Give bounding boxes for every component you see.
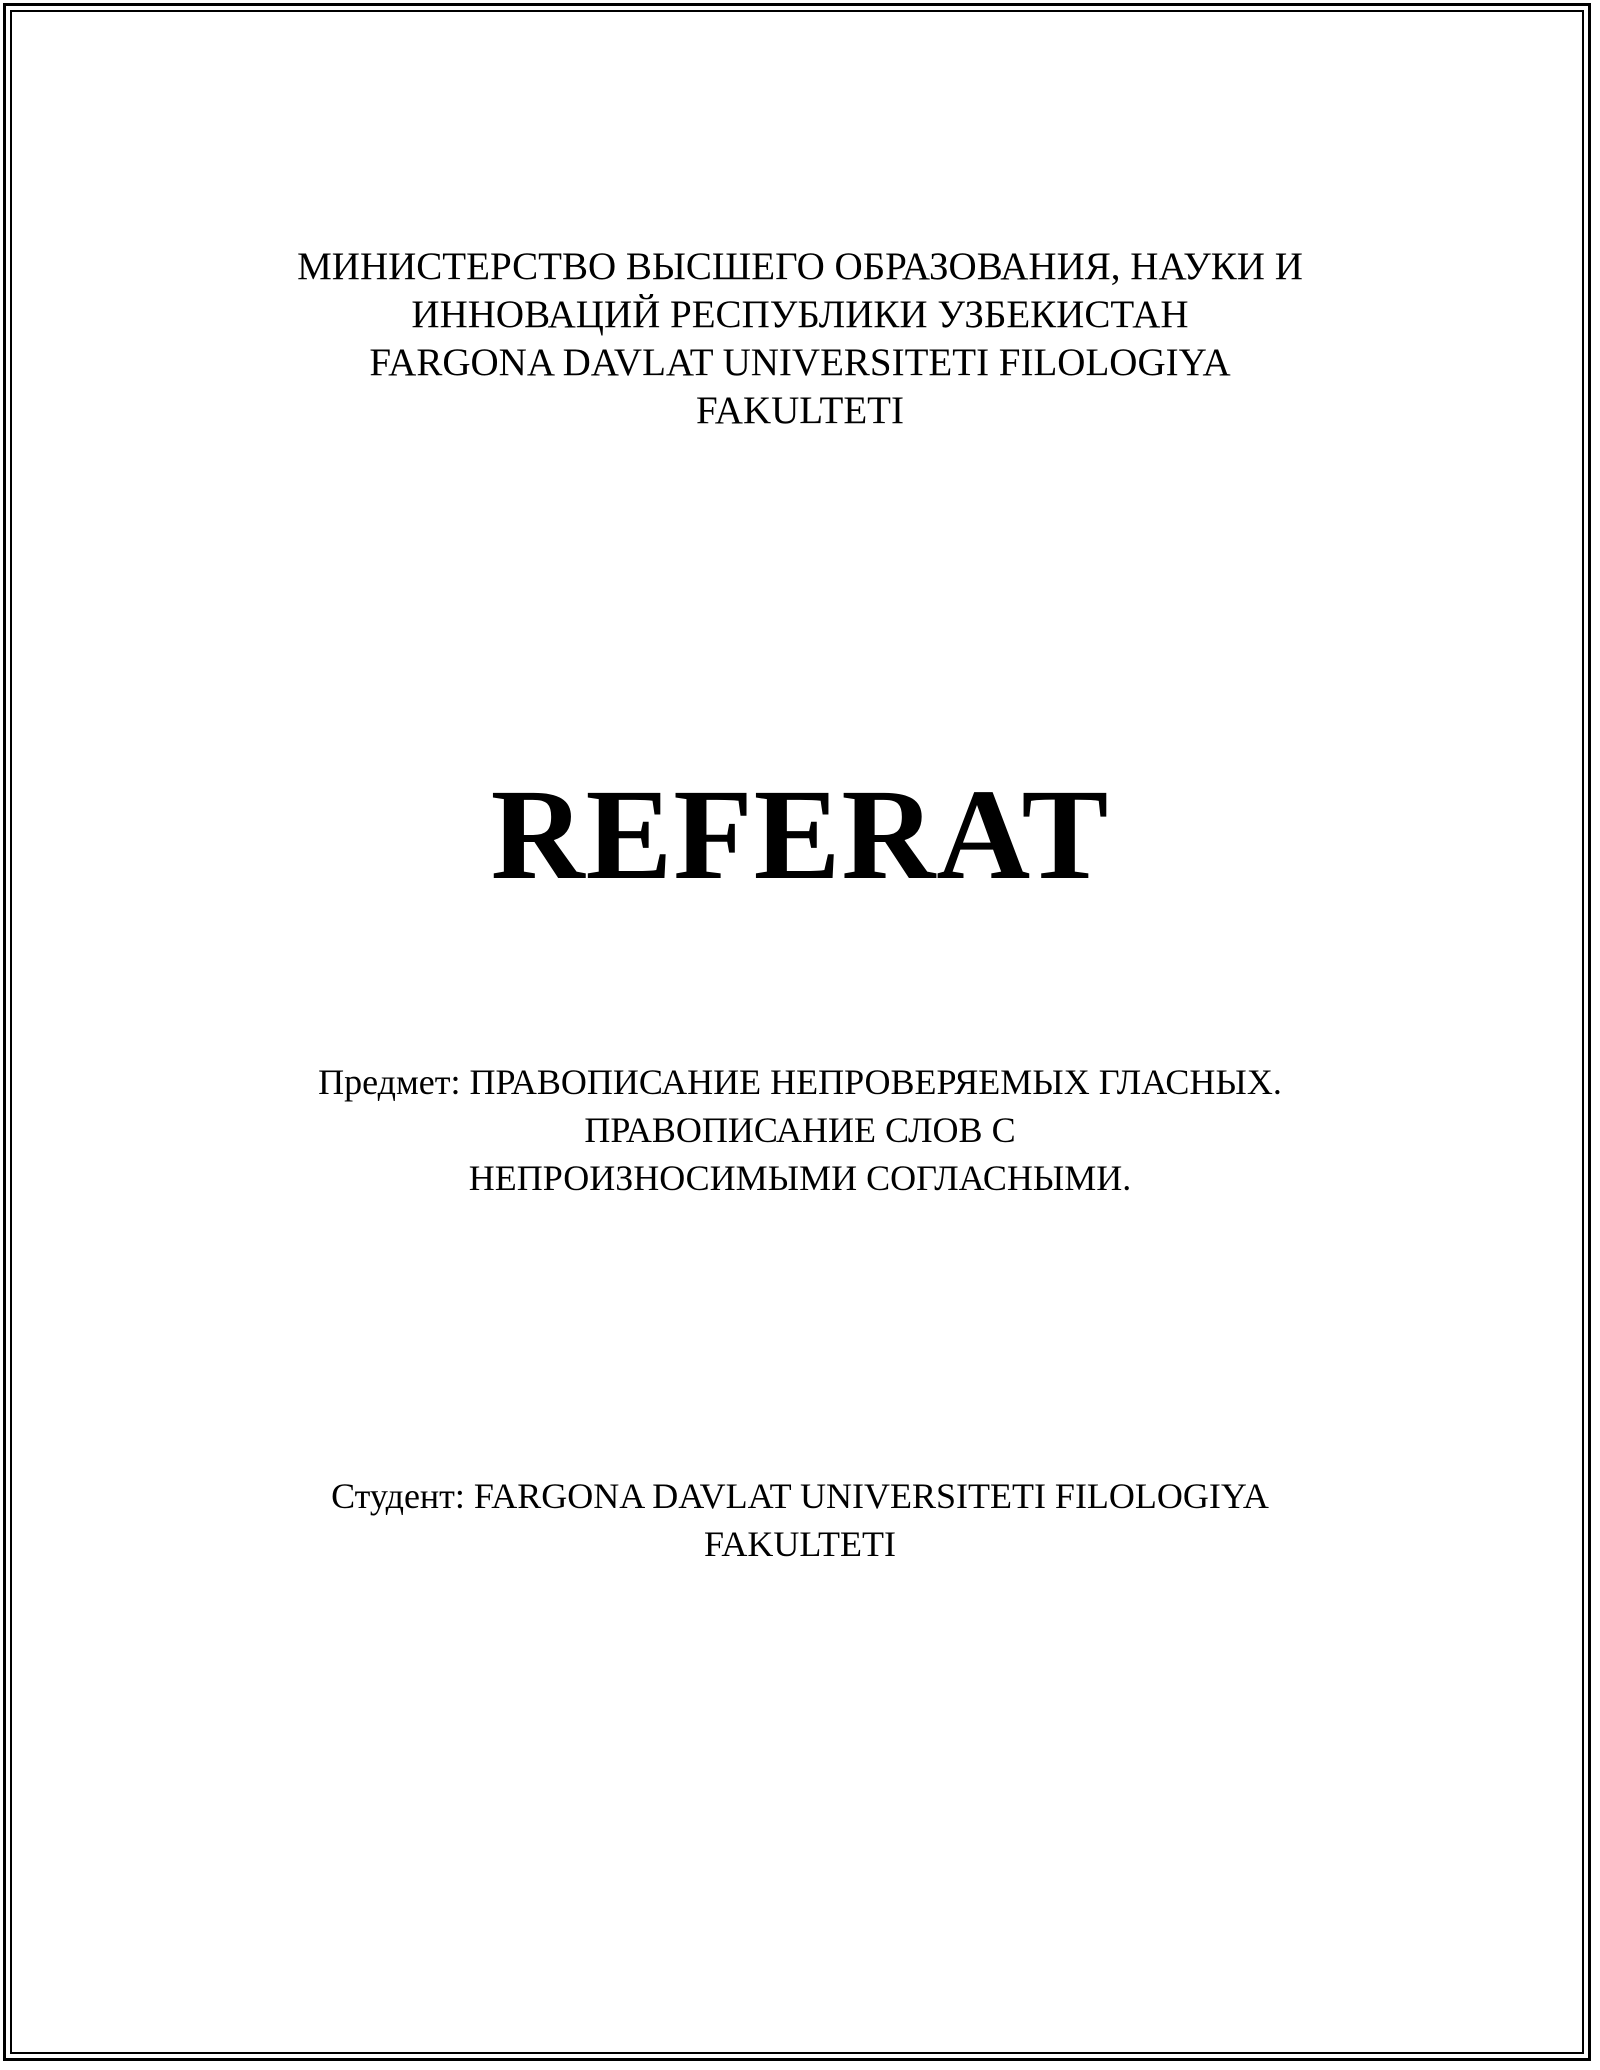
student-line-1: Студент: FARGONA DAVLAT UNIVERSITETI FILOLOGIYA	[331, 1476, 1269, 1516]
student-block	[0, 1472, 1600, 1568]
header-line-4: FAKULTETI	[696, 389, 904, 432]
subject-line-3: НЕПРОИЗНОСИМЫМИ СОГЛАСНЫМИ.	[468, 1158, 1132, 1198]
subject-block	[0, 1058, 1600, 1202]
document-title: REFERAT	[490, 763, 1110, 907]
subject-line-2: ПРАВОПИСАНИЕ СЛОВ С	[584, 1110, 1016, 1150]
institution-header	[0, 243, 1600, 435]
header-line-2: ИННОВАЦИЙ РЕСПУБЛИКИ УЗБЕКИСТАН	[411, 293, 1189, 336]
header-line-3: FARGONA DAVLAT UNIVERSITETI FILOLOGIYA	[369, 341, 1231, 384]
header-line-1: МИНИСТЕРСТВО ВЫСШЕГО ОБРАЗОВАНИЯ, НАУКИ И	[297, 245, 1303, 288]
student-line-2: FAKULTETI	[704, 1524, 896, 1564]
subject-line-1: Предмет: ПРАВОПИСАНИЕ НЕПРОВЕРЯЕМЫХ ГЛАСНЫХ.	[318, 1062, 1282, 1102]
